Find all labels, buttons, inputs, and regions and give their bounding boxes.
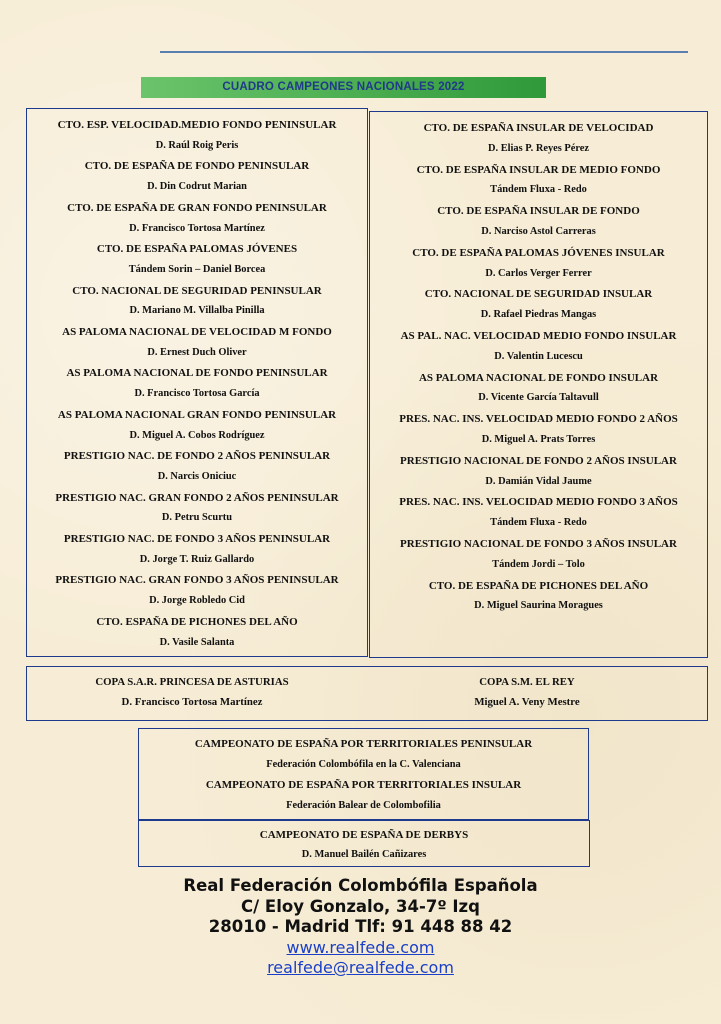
cup-winner: Miguel A. Veny Mestre <box>474 696 580 708</box>
champion-entry <box>27 281 367 322</box>
champion-name: D. Miguel A. Prats Torres <box>481 433 596 445</box>
championship-title: CTO. DE ESPAÑA DE PICHONES DEL AÑO <box>428 579 649 592</box>
champion-name: Tándem Jordi – Tolo <box>492 558 585 570</box>
champion-entry <box>27 156 367 197</box>
champion-name: Tándem Fluxa - Redo <box>490 517 587 529</box>
champion-name: D. Jorge T. Ruiz Gallardo <box>139 553 255 565</box>
championship-title: AS PAL. NAC. VELOCIDAD MEDIO FONDO INSULAR <box>400 329 677 342</box>
champion-entry <box>27 198 367 239</box>
championship-title: CTO. NACIONAL DE SEGURIDAD INSULAR <box>424 288 653 301</box>
website-link[interactable]: www.realfede.com <box>286 937 435 957</box>
champion-entry <box>27 529 367 570</box>
champion-name: D. Valentin Lucescu <box>494 350 583 362</box>
champion-entry <box>27 488 367 529</box>
champion-entry <box>27 612 367 653</box>
championship-title: CTO. ESP. VELOCIDAD.MEDIO FONDO PENINSULAR <box>57 119 337 131</box>
championship-title: PRESTIGIO NAC. DE FONDO 2 AÑOS PENINSULAR <box>63 450 331 463</box>
page-title-banner: CUADRO CAMPEONES NACIONALES 2022 <box>141 77 546 98</box>
champion-name: Tándem Fluxa - Redo <box>490 184 587 196</box>
email-link[interactable]: realfede@realfede.com <box>267 958 454 977</box>
champion-name: D. Damián Vidal Jaume <box>485 475 592 487</box>
cup-title: COPA S.M. EL REY <box>479 676 575 688</box>
champion-name: D. Petru Scurtu <box>161 512 233 524</box>
territorial-peninsular-winner: Federación Colombófila en la C. Valenciana <box>266 758 461 770</box>
championship-title: AS PALOMA NACIONAL DE FONDO INSULAR <box>418 371 659 384</box>
championship-title: AS PALOMA NACIONAL GRAN FONDO PENINSULAR <box>57 408 337 421</box>
champion-entry <box>370 243 707 285</box>
champion-name: D. Rafael Piedras Mangas <box>480 309 597 321</box>
territorial-insular-title: CAMPEONATO DE ESPAÑA POR TERRITORIALES INSULAR <box>205 779 522 791</box>
champion-entry <box>27 363 367 404</box>
champion-name: D. Francisco Tortosa García <box>134 388 260 400</box>
cups-box <box>26 666 708 721</box>
champion-name: D. Francisco Tortosa Martínez <box>129 222 265 234</box>
champion-entry <box>370 368 707 410</box>
insular-champions-box <box>369 111 708 658</box>
championship-title: CTO. DE ESPAÑA INSULAR DE VELOCIDAD <box>423 122 654 134</box>
champion-entry <box>27 239 367 280</box>
championship-title: PRESTIGIO NACIONAL DE FONDO 2 AÑOS INSULAR <box>400 454 677 467</box>
championship-title: AS PALOMA NACIONAL DE VELOCIDAD M FONDO <box>62 326 332 339</box>
champion-entry <box>27 322 367 363</box>
champion-name: D. Elias P. Reyes Pérez <box>488 142 589 154</box>
peninsular-champions-box <box>26 108 368 657</box>
championship-title: PRES. NAC. INS. VELOCIDAD MEDIO FONDO 3 AÑOS <box>399 496 678 509</box>
championship-title: CTO. DE ESPAÑA DE FONDO PENINSULAR <box>84 160 310 173</box>
champion-name: D. Ernest Duch Oliver <box>147 346 247 358</box>
territorial-peninsular-title: CAMPEONATO DE ESPAÑA POR TERRITORIALES PENINSULAR <box>194 738 533 750</box>
champion-entry <box>27 115 367 156</box>
championship-title: CTO. DE ESPAÑA INSULAR DE FONDO <box>437 205 640 218</box>
contact-footer <box>0 876 721 979</box>
championship-title: CTO. DE ESPAÑA DE GRAN FONDO PENINSULAR <box>67 201 327 214</box>
champion-entry <box>370 201 707 243</box>
champion-name: D. Carlos Verger Ferrer <box>485 267 592 279</box>
champion-entry <box>370 284 707 326</box>
derbys-winner: D. Manuel Bailén Cañizares <box>301 849 427 860</box>
champion-name: D. Miguel A. Cobos Rodríguez <box>129 429 265 441</box>
champion-entry <box>370 576 707 618</box>
champion-entry <box>370 326 707 368</box>
championship-title: AS PALOMA NACIONAL DE FONDO PENINSULAR <box>66 367 328 380</box>
champion-name: D. Miguel Saurina Moragues <box>474 600 603 612</box>
champion-name: D. Vicente García Taltavull <box>478 392 599 404</box>
address-line: C/ Eloy Gonzalo, 34-7º Izq <box>241 896 480 916</box>
champion-name: D. Raúl Roig Peris <box>155 139 239 151</box>
city-phone-line: 28010 - Madrid Tlf: 91 448 88 42 <box>208 917 513 936</box>
territorial-insular-winner: Federación Balear de Colombofilia <box>286 799 441 811</box>
champion-name: D. Din Codrut Marian <box>147 181 247 193</box>
organization-name: Real Federación Colombófila Española <box>183 876 538 895</box>
championship-title: CTO. NACIONAL DE SEGURIDAD PENINSULAR <box>72 284 322 297</box>
championship-title: CTO. DE ESPAÑA INSULAR DE MEDIO FONDO <box>416 163 661 176</box>
champion-entry <box>370 492 707 534</box>
cup-princesa-asturias <box>27 672 357 712</box>
champion-entry <box>370 451 707 493</box>
top-divider <box>160 51 688 53</box>
championship-title: PRES. NAC. INS. VELOCIDAD MEDIO FONDO 2 AÑOS <box>399 413 678 426</box>
champion-entry <box>27 570 367 611</box>
cup-title: COPA S.A.R. PRINCESA DE ASTURIAS <box>95 676 289 688</box>
champion-entry <box>370 118 707 160</box>
champion-entry <box>370 409 707 451</box>
champion-name: D. Vasile Salanta <box>159 636 235 648</box>
champion-name: Tándem Sorin – Daniel Borcea <box>128 263 266 275</box>
championship-title: CTO. ESPAÑA DE PICHONES DEL AÑO <box>96 615 298 628</box>
derbys-title: CAMPEONATO DE ESPAÑA DE DERBYS <box>259 829 469 841</box>
championship-title: CTO. DE ESPAÑA PALOMAS JÓVENES <box>96 243 298 256</box>
championship-title: CTO. DE ESPAÑA PALOMAS JÓVENES INSULAR <box>412 246 665 259</box>
champion-name: D. Narcis Oniciuc <box>157 470 237 482</box>
champion-entry <box>27 405 367 446</box>
champion-entry <box>370 160 707 202</box>
champion-name: D. Narciso Astol Carreras <box>481 225 596 237</box>
champion-name: D. Jorge Robledo Cid <box>149 595 245 607</box>
champion-entry <box>27 446 367 487</box>
derbys-championship-box <box>138 820 590 867</box>
championship-title: PRESTIGIO NACIONAL DE FONDO 3 AÑOS INSULAR <box>400 537 677 550</box>
championship-title: PRESTIGIO NAC. GRAN FONDO 2 AÑOS PENINSULAR <box>55 491 339 504</box>
cup-el-rey <box>367 672 687 712</box>
champion-entry <box>370 534 707 576</box>
championship-title: PRESTIGIO NAC. DE FONDO 3 AÑOS PENINSULAR <box>63 533 331 546</box>
cup-winner: D. Francisco Tortosa Martínez <box>121 696 263 708</box>
championship-title: PRESTIGIO NAC. GRAN FONDO 3 AÑOS PENINSULAR <box>55 574 339 587</box>
champion-name: D. Mariano M. Villalba Pinilla <box>129 305 265 317</box>
territorial-championships-box <box>138 728 589 820</box>
